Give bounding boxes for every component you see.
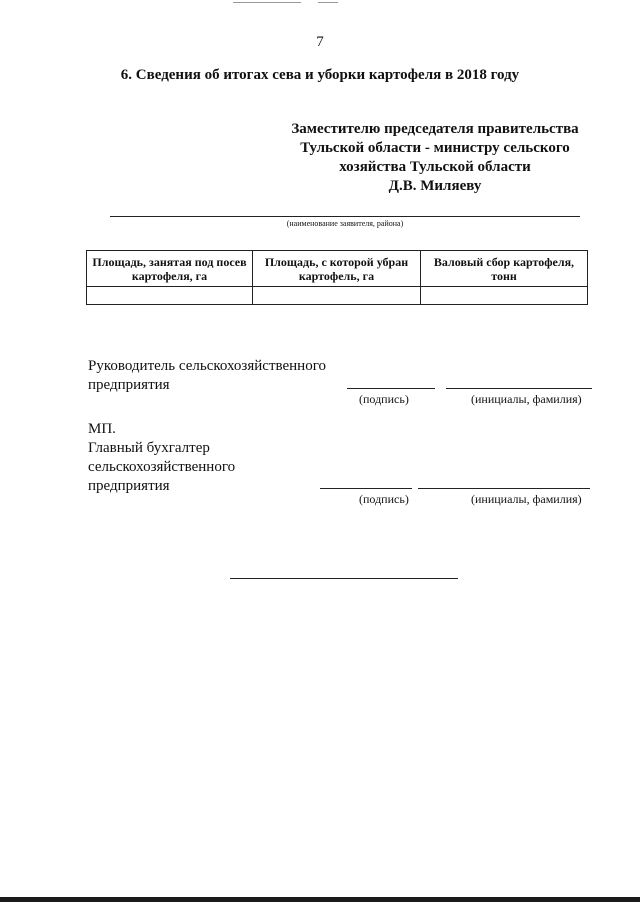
scan-artifact-line: [233, 2, 301, 3]
manager-name-line[interactable]: [446, 388, 592, 389]
manager-name-caption: (инициалы, фамилия): [471, 392, 582, 406]
addressee-name: Д.В. Миляеву: [388, 178, 482, 194]
applicant-name-line: [110, 216, 580, 217]
table-header-row: [87, 251, 588, 287]
accountant-signature-line[interactable]: [320, 488, 412, 489]
accountant-name-caption: (инициалы, фамилия): [471, 492, 582, 506]
accountant-title-line: сельскохозяйственного: [88, 459, 236, 475]
column-header: Площадь, с которой убран картофель, га: [253, 251, 421, 287]
accountant-title: [88, 420, 235, 496]
applicant-caption: (наименование заявителя, района): [286, 219, 404, 228]
addressee-line: хозяйства Тульской области: [339, 159, 531, 175]
manager-title: [88, 357, 326, 395]
addressee-line: Заместителю председателя правительства: [291, 121, 579, 137]
end-of-form-divider: [230, 578, 458, 579]
accountant-title-line: предприятия: [88, 478, 170, 494]
accountant-title-line: Главный бухгалтер: [88, 440, 210, 456]
document-title: 6. Сведения об итогах сева и уборки картофеля в 2018 году: [120, 67, 520, 83]
table-cell[interactable]: [253, 287, 421, 305]
column-header: Валовый сбор картофеля, тонн: [421, 251, 588, 287]
manager-title-line: Руководитель сельскохозяйственного: [88, 358, 326, 374]
addressee-block: [250, 120, 620, 196]
harvest-table: [86, 250, 588, 305]
manager-title-line: предприятия: [88, 377, 170, 393]
addressee-line: Тульской области - министру сельского: [300, 140, 570, 156]
stamp-label: МП.: [88, 421, 116, 437]
scan-bottom-edge: [0, 897, 640, 902]
manager-signature-caption: (подпись): [359, 392, 409, 406]
accountant-signature-caption: (подпись): [359, 492, 409, 506]
scan-artifact-line: [318, 2, 338, 3]
manager-signature-line[interactable]: [347, 388, 435, 389]
accountant-name-line[interactable]: [418, 488, 590, 489]
table-cell[interactable]: [87, 287, 253, 305]
page-number: 7: [316, 34, 324, 50]
table-row: [87, 287, 588, 305]
column-header: Площадь, занятая под посев картофеля, га: [87, 251, 253, 287]
table-cell[interactable]: [421, 287, 588, 305]
